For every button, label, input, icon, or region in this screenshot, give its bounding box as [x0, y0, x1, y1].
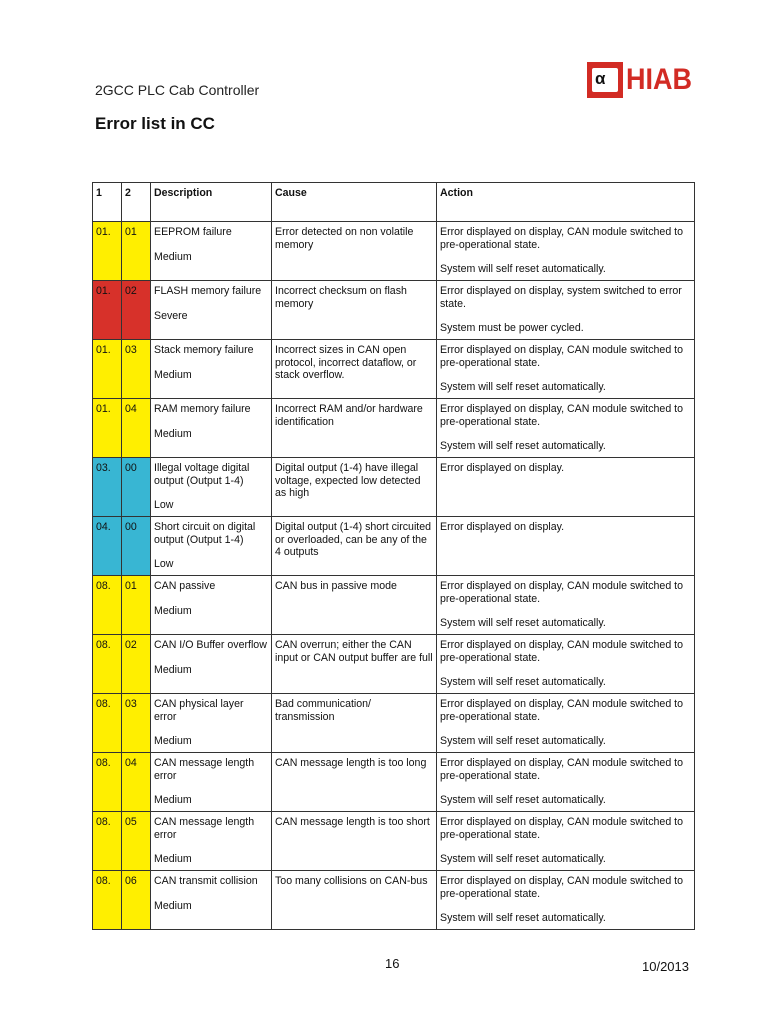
action-text: Error displayed on display, CAN module switched to pre-operational state. — [440, 875, 683, 900]
table-row — [93, 694, 695, 753]
action-cell — [437, 281, 695, 340]
code-number-cell — [122, 753, 151, 812]
action-note-text: System will self reset automatically. — [440, 440, 606, 453]
action-text: Error displayed on display, CAN module switched to pre-operational state. — [440, 816, 683, 841]
action-cell — [437, 753, 695, 812]
code-group: 08. — [96, 875, 111, 887]
action-note-text: System will self reset automatically. — [440, 263, 606, 276]
code-group: 08. — [96, 698, 111, 710]
code-number: 04 — [125, 757, 137, 769]
hiab-logo-icon: α — [587, 62, 623, 98]
description-text: CAN message length error — [154, 816, 255, 841]
code-number: 03 — [125, 344, 137, 356]
hiab-logo — [587, 62, 699, 98]
severity-text: Medium — [154, 899, 192, 912]
document-title: 2GCC PLC Cab Controller — [95, 82, 260, 98]
description-text: RAM memory failure — [154, 403, 251, 415]
code-number: 02 — [125, 285, 137, 297]
document-date: 10/2013 — [642, 959, 689, 974]
action-text: Error displayed on display, CAN module switched to pre-operational state. — [440, 226, 683, 251]
cause-cell — [272, 635, 437, 694]
logo-text: HIAB — [626, 63, 693, 96]
code-group-cell — [93, 458, 122, 517]
code-group-cell — [93, 753, 122, 812]
cause-text: Incorrect RAM and/or hardware identification — [275, 403, 423, 428]
cause-cell — [272, 458, 437, 517]
cause-cell — [272, 753, 437, 812]
code-number: 03 — [125, 698, 137, 710]
error-table — [92, 182, 695, 930]
code-group-cell — [93, 399, 122, 458]
code-number-cell — [122, 576, 151, 635]
code-group: 01. — [96, 344, 111, 356]
cause-text: CAN overrun; either the CAN input or CAN output buffer are full — [275, 639, 433, 664]
cause-text: Too many collisions on CAN-bus — [275, 875, 428, 887]
cause-text: CAN message length is too long — [275, 757, 427, 769]
description-text: CAN physical layer error — [154, 698, 244, 723]
action-text: Error displayed on display, CAN module switched to pre-operational state. — [440, 580, 683, 605]
description-cell — [151, 753, 272, 812]
code-group-cell — [93, 871, 122, 930]
code-number-cell — [122, 458, 151, 517]
code-group-cell — [93, 576, 122, 635]
action-text: Error displayed on display, CAN module switched to pre-operational state. — [440, 344, 683, 369]
code-number-cell — [122, 281, 151, 340]
action-cell — [437, 694, 695, 753]
action-note-text: System will self reset automatically. — [440, 912, 606, 925]
description-text: CAN passive — [154, 580, 216, 592]
severity-text: Medium — [154, 794, 192, 807]
severity-text: Medium — [154, 604, 192, 617]
code-number-cell — [122, 222, 151, 281]
cause-cell — [272, 340, 437, 399]
action-text: Error displayed on display. — [440, 521, 565, 533]
code-number: 01 — [125, 226, 137, 238]
description-cell — [151, 517, 272, 576]
page-title: Error list in CC — [95, 114, 215, 133]
code-number-cell — [122, 517, 151, 576]
cause-cell — [272, 871, 437, 930]
action-text: Error displayed on display, CAN module switched to pre-operational state. — [440, 639, 683, 664]
code-number: 01 — [125, 580, 137, 592]
code-number-cell — [122, 340, 151, 399]
cause-cell — [272, 812, 437, 871]
code-number: 00 — [125, 521, 137, 533]
action-cell — [437, 458, 695, 517]
table-row — [93, 399, 695, 458]
code-group-cell — [93, 281, 122, 340]
severity-text: Medium — [154, 427, 192, 440]
action-note-text: System must be power cycled. — [440, 322, 584, 335]
code-number-cell — [122, 635, 151, 694]
code-group: 04. — [96, 521, 111, 533]
table-header-row — [93, 183, 695, 222]
description-text: Short circuit on digital output (Output 1-4) — [154, 521, 256, 546]
table-row — [93, 517, 695, 576]
cause-cell — [272, 222, 437, 281]
column-header-action: Action — [437, 183, 695, 222]
code-number: 02 — [125, 639, 137, 651]
severity-text: Low — [154, 558, 174, 571]
action-text: Error displayed on display. — [440, 462, 565, 474]
code-group: 01. — [96, 226, 111, 238]
code-number: 05 — [125, 816, 137, 828]
severity-text: Low — [154, 499, 174, 512]
code-group: 08. — [96, 639, 111, 651]
severity-text: Medium — [154, 853, 192, 866]
code-number-cell — [122, 812, 151, 871]
description-text: CAN message length error — [154, 757, 255, 782]
code-group-cell — [93, 340, 122, 399]
code-group: 03. — [96, 462, 111, 474]
action-note-text: System will self reset automatically. — [440, 794, 606, 807]
action-note-text: System will self reset automatically. — [440, 617, 606, 630]
description-cell — [151, 222, 272, 281]
description-text: CAN transmit collision — [154, 875, 258, 887]
cause-text: Incorrect checksum on flash memory — [275, 285, 407, 310]
description-cell — [151, 635, 272, 694]
table-row — [93, 871, 695, 930]
description-cell — [151, 458, 272, 517]
cause-cell — [272, 694, 437, 753]
action-cell — [437, 340, 695, 399]
description-cell — [151, 576, 272, 635]
code-group-cell — [93, 694, 122, 753]
cause-text: Bad communication/ transmission — [275, 698, 371, 723]
cause-cell — [272, 281, 437, 340]
action-text: Error displayed on display, system switched to error state. — [440, 285, 682, 310]
cause-text: CAN message length is too short — [275, 816, 430, 828]
action-note-text: System will self reset automatically. — [440, 853, 606, 866]
action-text: Error displayed on display, CAN module switched to pre-operational state. — [440, 698, 683, 723]
action-cell — [437, 517, 695, 576]
cause-text: CAN bus in passive mode — [275, 580, 397, 592]
action-cell — [437, 635, 695, 694]
action-cell — [437, 812, 695, 871]
table-row — [93, 576, 695, 635]
cause-cell — [272, 576, 437, 635]
description-cell — [151, 812, 272, 871]
table-row — [93, 281, 695, 340]
description-cell — [151, 694, 272, 753]
severity-text: Medium — [154, 368, 192, 381]
action-cell — [437, 576, 695, 635]
description-text: Illegal voltage digital output (Output 1-4) — [154, 462, 250, 487]
action-note-text: System will self reset automatically. — [440, 381, 606, 394]
severity-text: Severe — [154, 309, 188, 322]
cause-cell — [272, 399, 437, 458]
severity-text: Medium — [154, 663, 192, 676]
column-header-description: Description — [151, 183, 272, 222]
action-note-text: System will self reset automatically. — [440, 735, 606, 748]
column-header-1: 1 — [93, 183, 122, 222]
table-row — [93, 222, 695, 281]
code-group: 01. — [96, 403, 111, 415]
action-cell — [437, 222, 695, 281]
description-text: Stack memory failure — [154, 344, 254, 356]
page-number: 16 — [385, 956, 400, 971]
table-row — [93, 812, 695, 871]
table-row — [93, 753, 695, 812]
code-number: 06 — [125, 875, 137, 887]
table-row — [93, 458, 695, 517]
cause-cell — [272, 517, 437, 576]
cause-text: Digital output (1-4) have illegal voltage, expected low detected as high — [275, 462, 421, 500]
code-number: 04 — [125, 403, 137, 415]
description-cell — [151, 871, 272, 930]
code-group-cell — [93, 222, 122, 281]
code-group-cell — [93, 635, 122, 694]
cause-text: Digital output (1-4) short circuited or overloaded, can be any of the 4 outputs — [275, 521, 432, 559]
description-text: CAN I/O Buffer overflow — [154, 639, 267, 651]
description-text: FLASH memory failure — [154, 285, 262, 297]
table-row — [93, 635, 695, 694]
table-row — [93, 340, 695, 399]
column-header-2: 2 — [122, 183, 151, 222]
code-group: 01. — [96, 285, 111, 297]
description-cell — [151, 281, 272, 340]
table-body — [93, 222, 695, 930]
code-group: 08. — [96, 757, 111, 769]
description-cell — [151, 340, 272, 399]
action-note-text: System will self reset automatically. — [440, 676, 606, 689]
action-text: Error displayed on display, CAN module switched to pre-operational state. — [440, 757, 683, 782]
code-number-cell — [122, 871, 151, 930]
severity-text: Medium — [154, 735, 192, 748]
column-header-cause: Cause — [272, 183, 437, 222]
action-cell — [437, 399, 695, 458]
action-cell — [437, 871, 695, 930]
cause-text: Error detected on non volatile memory — [275, 226, 414, 251]
code-group: 08. — [96, 580, 111, 592]
code-number-cell — [122, 694, 151, 753]
action-text: Error displayed on display, CAN module switched to pre-operational state. — [440, 403, 683, 428]
code-group-cell — [93, 812, 122, 871]
code-group-cell — [93, 517, 122, 576]
code-group: 08. — [96, 816, 111, 828]
description-cell — [151, 399, 272, 458]
code-number-cell — [122, 399, 151, 458]
cause-text: Incorrect sizes in CAN open protocol, incorrect dataflow, or stack overflow. — [275, 344, 417, 382]
code-number: 00 — [125, 462, 137, 474]
description-text: EEPROM failure — [154, 226, 232, 238]
severity-text: Medium — [154, 250, 192, 263]
